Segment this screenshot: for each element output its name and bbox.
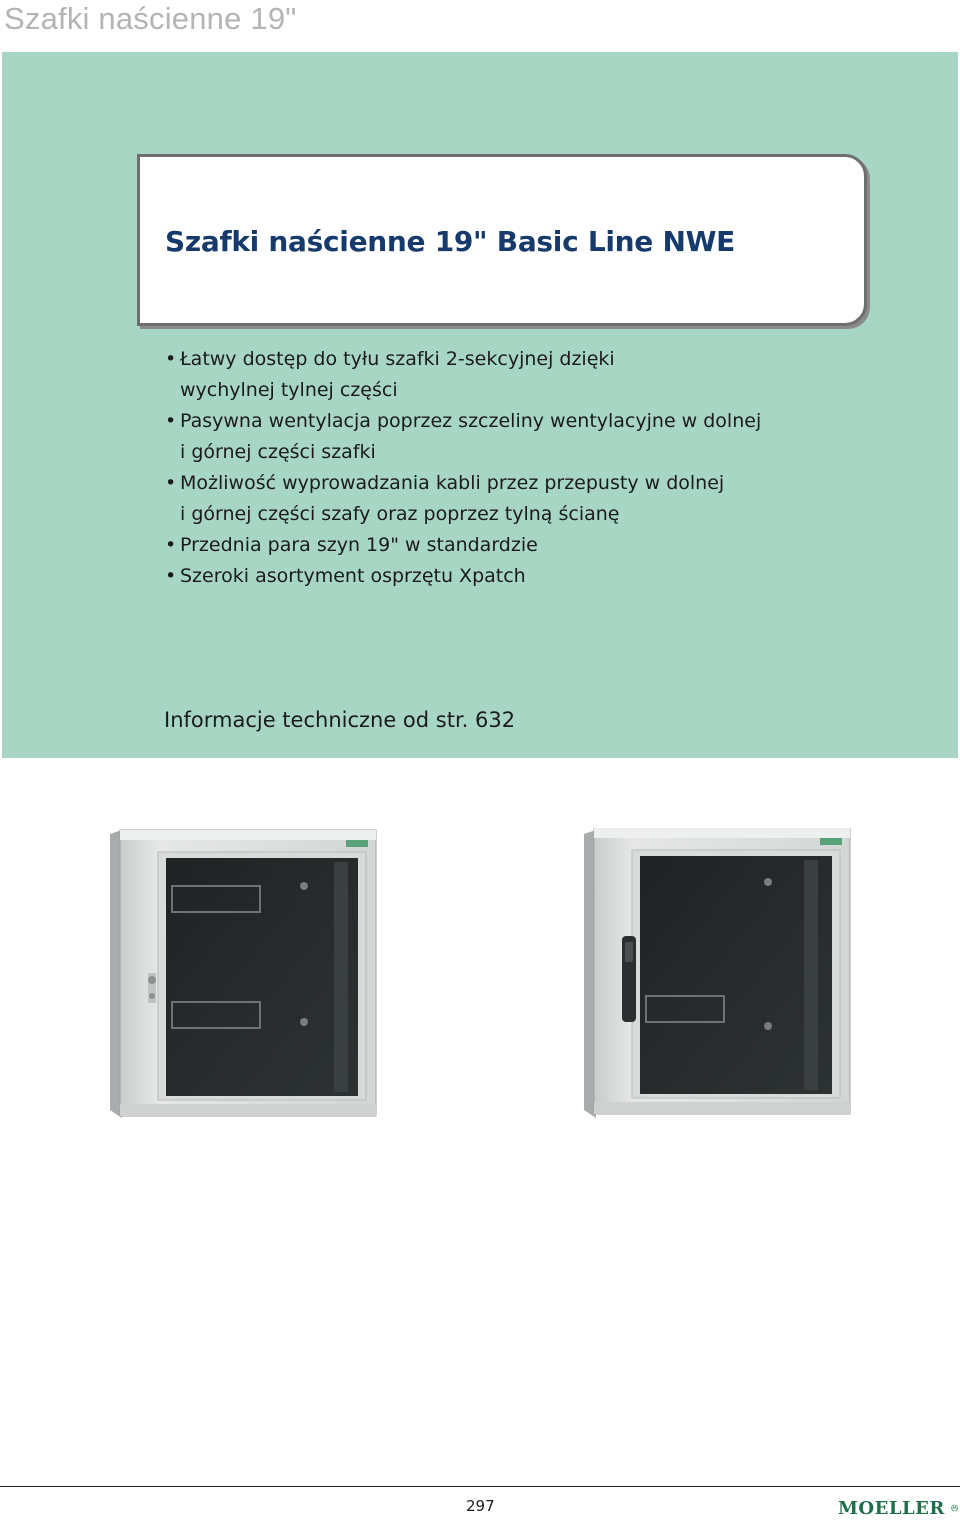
- feature-item: [165, 468, 845, 530]
- feature-list: [165, 344, 845, 592]
- feature-text: Szeroki asortyment osprzętu Xpatch: [180, 565, 526, 587]
- bullet-icon: •: [165, 348, 177, 370]
- bullet-icon: •: [165, 472, 177, 494]
- section-header: Szafki naścienne 19": [4, 1, 297, 36]
- moeller-logo: [838, 1492, 958, 1524]
- brand-name: MOELLER: [838, 1497, 945, 1519]
- feature-text: i górnej części szafki: [180, 441, 376, 463]
- bullet-icon: •: [165, 410, 177, 432]
- page-number: 297: [466, 1497, 495, 1515]
- moeller-emblem-icon: [951, 1495, 958, 1521]
- bullet-icon: •: [165, 534, 177, 556]
- feature-text: Łatwy dostęp do tyłu szafki 2-sekcyjnej dzięki: [180, 348, 615, 370]
- feature-text: wychylnej tylnej części: [180, 379, 398, 401]
- feature-text: Przednia para szyn 19" w standardzie: [180, 534, 538, 556]
- feature-item: [165, 344, 845, 406]
- feature-text: Pasywna wentylacja poprzez szczeliny wentylacyjne w dolnej: [180, 410, 762, 432]
- product-title: Szafki naścienne 19" Basic Line NWE: [165, 225, 735, 258]
- feature-item: [165, 561, 845, 592]
- feature-item: [165, 406, 845, 468]
- feature-text: Możliwość wyprowadzania kabli przez przepusty w dolnej: [180, 472, 725, 494]
- tech-info-reference: Informacje techniczne od str. 632: [164, 708, 516, 732]
- feature-text: i górnej części szafy oraz poprzez tylną ścianę: [180, 503, 620, 525]
- cabinet-image-key-lock: [108, 828, 378, 1120]
- footer-divider: [0, 1486, 960, 1487]
- product-title-box: [137, 154, 867, 326]
- bullet-icon: •: [165, 565, 177, 587]
- cabinet-image-handle-lock: [582, 828, 852, 1120]
- feature-item: [165, 530, 845, 561]
